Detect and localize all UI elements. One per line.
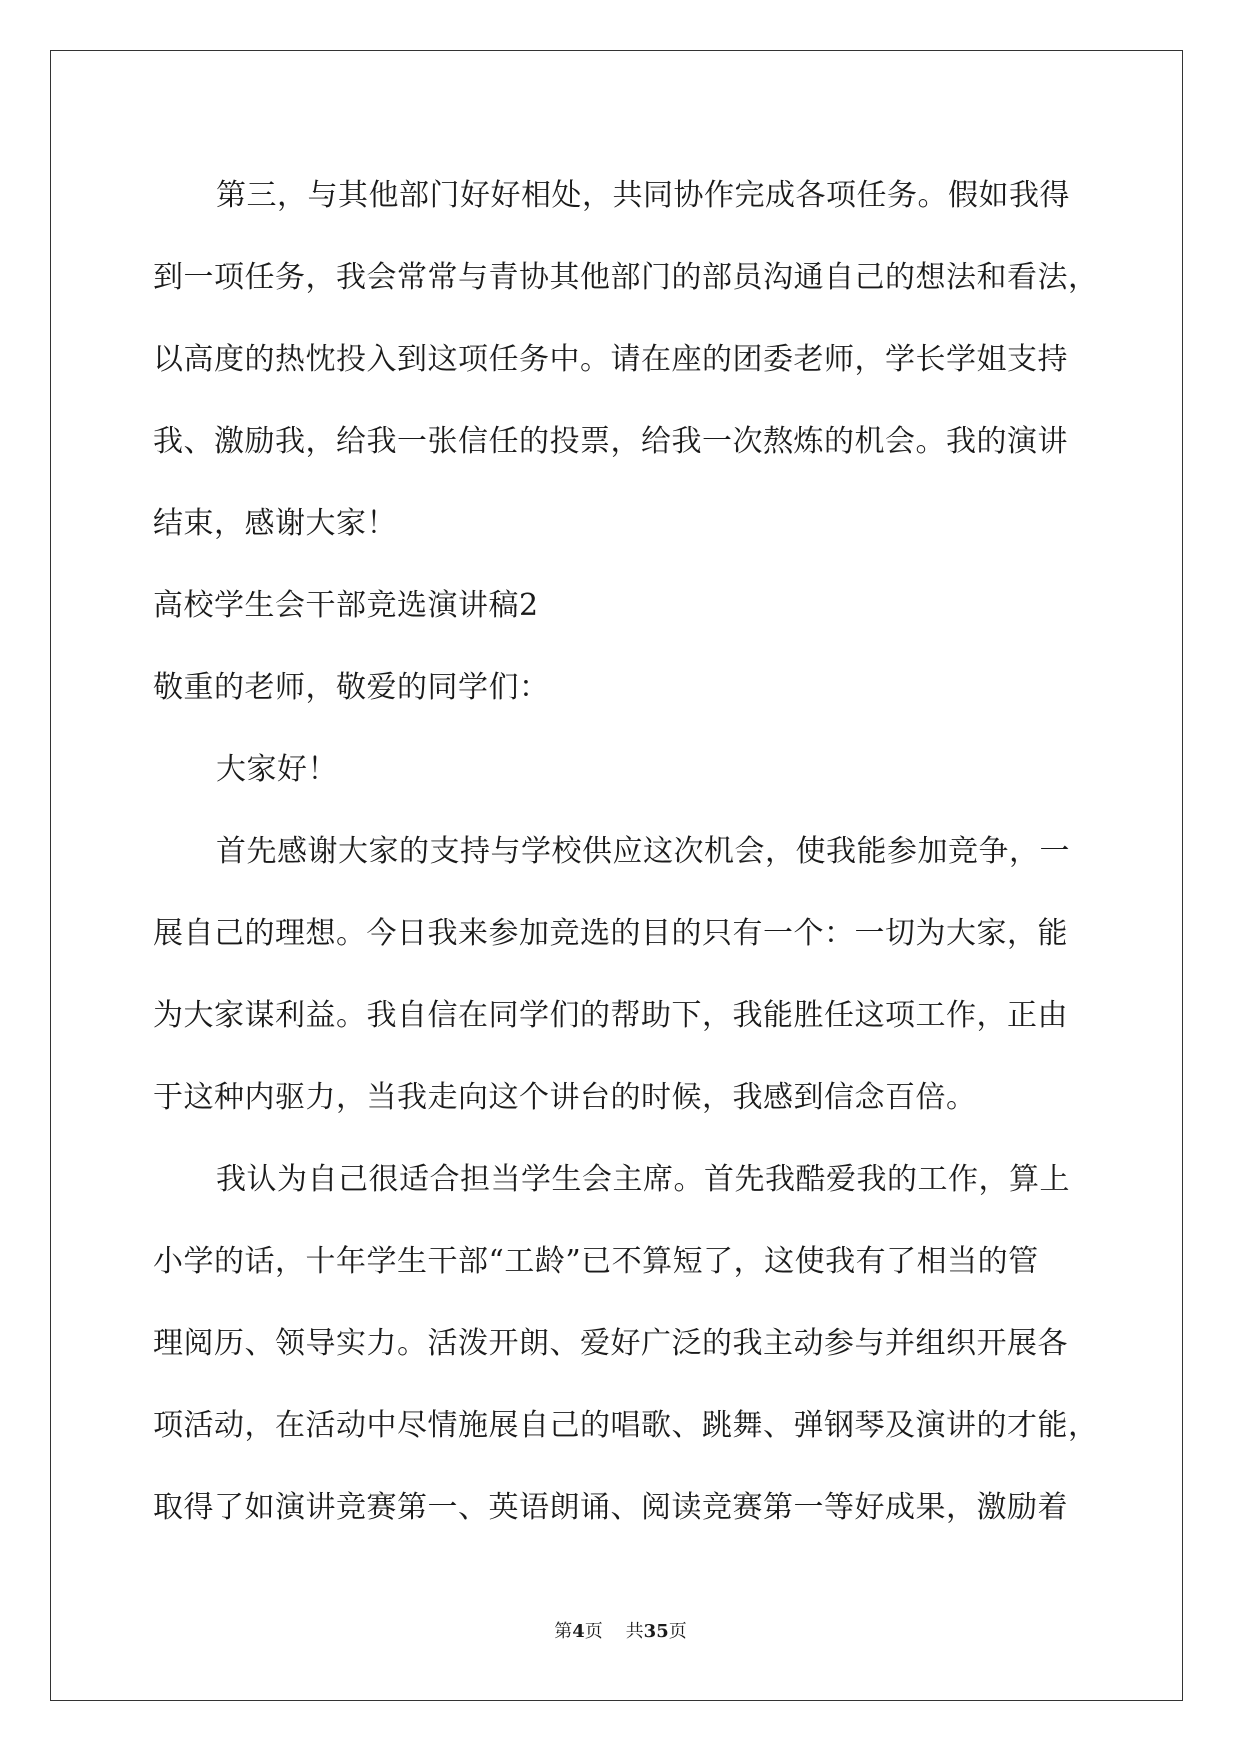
- text-line: 第三，与其他部门好好相处，共同协作完成各项任务。假如我得: [216, 178, 1070, 213]
- text-line: 大家好！: [216, 752, 338, 787]
- footer-page-number: 4: [572, 1621, 585, 1642]
- text-line: 项活动，在活动中尽情施展自己的唱歌、跳舞、弹钢琴及演讲的才能，: [153, 1408, 1099, 1443]
- footer-page-suffix: 页: [584, 1621, 603, 1642]
- text-line: 为大家谋利益。我自信在同学们的帮助下，我能胜任这项工作，正由: [153, 998, 1068, 1033]
- text-line: 取得了如演讲竞赛第一、英语朗诵、阅读竞赛第一等好成果，激励着: [153, 1490, 1068, 1525]
- document-body: [153, 155, 1099, 1549]
- text-line: 我、激励我，给我一张信任的投票，给我一次熬炼的机会。我的演讲: [153, 424, 1068, 459]
- page-footer: [0, 1617, 1241, 1643]
- text-line: 于这种内驱力，当我走向这个讲台的时候，我感到信念百倍。: [153, 1080, 977, 1115]
- text-line: 我认为自己很适合担当学生会主席。首先我酷爱我的工作，算上: [216, 1162, 1070, 1197]
- text-line: 高校学生会干部竞选演讲稿2: [153, 588, 539, 623]
- text-line: 首先感谢大家的支持与学校供应这次机会，使我能参加竞争，一: [216, 834, 1070, 869]
- text-line: 到一项任务，我会常常与青协其他部门的部员沟通自己的想法和看法，: [153, 260, 1099, 295]
- footer-total-pages: 35: [643, 1621, 669, 1642]
- footer-total-prefix: 共: [625, 1621, 644, 1642]
- footer-total-suffix: 页: [668, 1621, 687, 1642]
- footer-prefix: 第: [554, 1621, 573, 1642]
- text-line: 敬重的老师，敬爱的同学们：: [153, 670, 550, 705]
- text-line: 以高度的热忱投入到这项任务中。请在座的团委老师，学长学姐支持: [153, 342, 1068, 377]
- text-line: 小学的话，十年学生干部“工龄”已不算短了，这使我有了相当的管: [153, 1244, 1039, 1279]
- text-line: 展自己的理想。今日我来参加竞选的目的只有一个：一切为大家，能: [153, 916, 1068, 951]
- text-line: 理阅历、领导实力。活泼开朗、爱好广泛的我主动参与并组织开展各: [153, 1326, 1068, 1361]
- text-line: 结束，感谢大家！: [153, 506, 397, 541]
